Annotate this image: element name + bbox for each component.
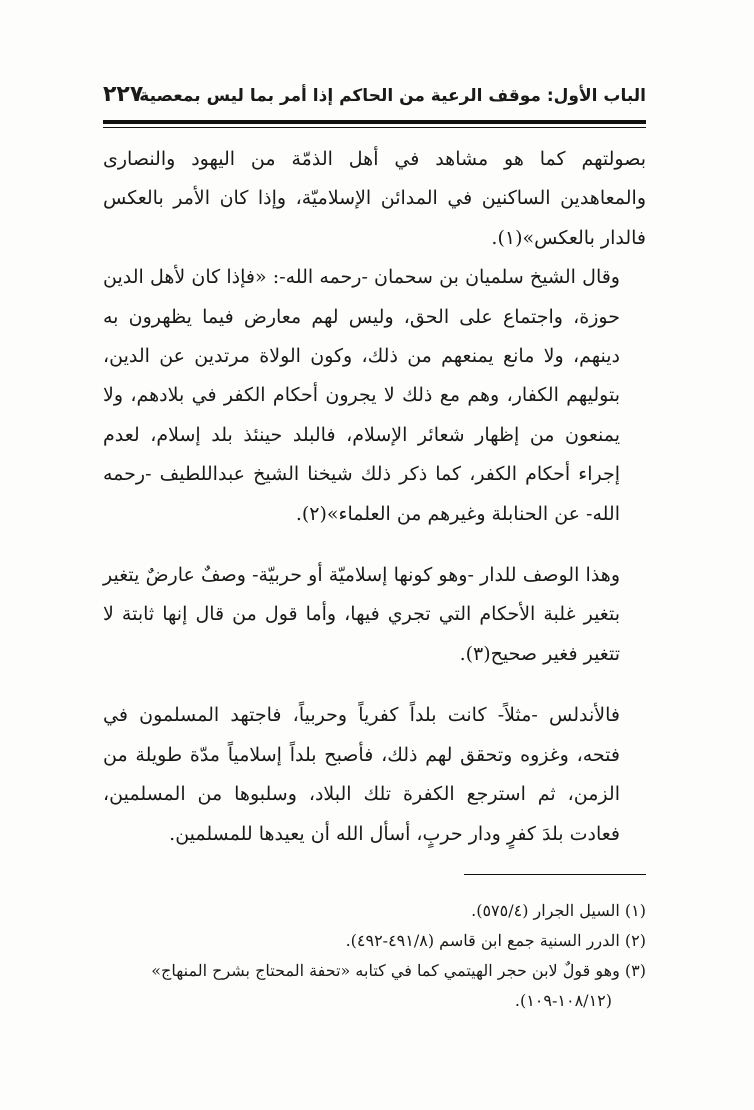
footnote-3: (٣) وهو قولٌ لابن حجر الهيتمي كما في كتابه «تحفة المحتاج بشرح المنهاج»: [151, 961, 646, 980]
body-text: [103, 140, 646, 854]
footnotes: [103, 896, 646, 1016]
paragraph-3: وهذا الوصف للدار -وهو كونها إسلاميّة أو حربيّة- وصفٌ عارضٌ يتغير بتغير غلبة الأحكام التي تجري فيها، وأما قول من قال إنها ثابتة لا تتغير فغير صحيح(٣).: [103, 564, 620, 665]
paragraph-4: فالأندلس -مثلاً- كانت بلداً كفرياً وحربياً، فاجتهد المسلمون في فتحه، وغزوه وتحقق لهم ذلك، فأصبح بلداً إسلامياً مدّة طويلة من الزمن، ثم استرجع الكفرة تلك البلاد، وسلبوها من المسلمين، فعادت بلدَ كفرٍ ودار حربٍ، أسأل الله أن يعيدها للمسلمين.: [103, 704, 620, 845]
header-rule-thick: [103, 120, 646, 124]
running-header: [103, 82, 646, 122]
header-rule-thin: [103, 127, 646, 128]
paragraph-1: بصولتهم كما هو مشاهد في أهل الذمّة من اليهود والنصارى والمعاهدين الساكنين في المدائن الإسلاميّة، وإذا كان الأمر بالعكس فالدار بالعكس»(١).: [103, 148, 646, 249]
paragraph-2: وقال الشيخ سلميان بن سحمان -رحمه الله-: «فإذا كان لأهل الدين حوزة، واجتماع على الحق، وليس لهم معارض فيما يظهرون به دينهم، ولا مانع يمنعهم من ذلك، وكون الولاة مرتدين عن الدين، بتوليهم الكفار، وهم مع ذلك لا يجرون أحكام الكفر في بلادهم، ولا يمنعون من إظهار شعائر الإسلام، فالبلد حينئذ بلد إسلام، لعدم إجراء أحكام الكفر، كما ذكر ذلك شيخنا الشيخ عبداللطيف -رحمه الله- عن الحنابلة وغيرهم من العلماء»(٢).: [103, 266, 620, 525]
footnote-3-continued: (١٠٨/١٢-١٠٩).: [514, 991, 612, 1010]
footnote-1: (١) السيل الجرار (٥٧٥/٤).: [471, 901, 646, 920]
chapter-title: الباب الأول: موقف الرعية من الحاكم إذا أمر بما ليس بمعصية: [139, 86, 646, 106]
footnote-separator: [464, 874, 646, 875]
page-number: ٢٢٧: [103, 82, 144, 107]
footnote-2: (٢) الدرر السنية جمع ابن قاسم (٤٩١/٨-٤٩٢).: [345, 931, 646, 950]
